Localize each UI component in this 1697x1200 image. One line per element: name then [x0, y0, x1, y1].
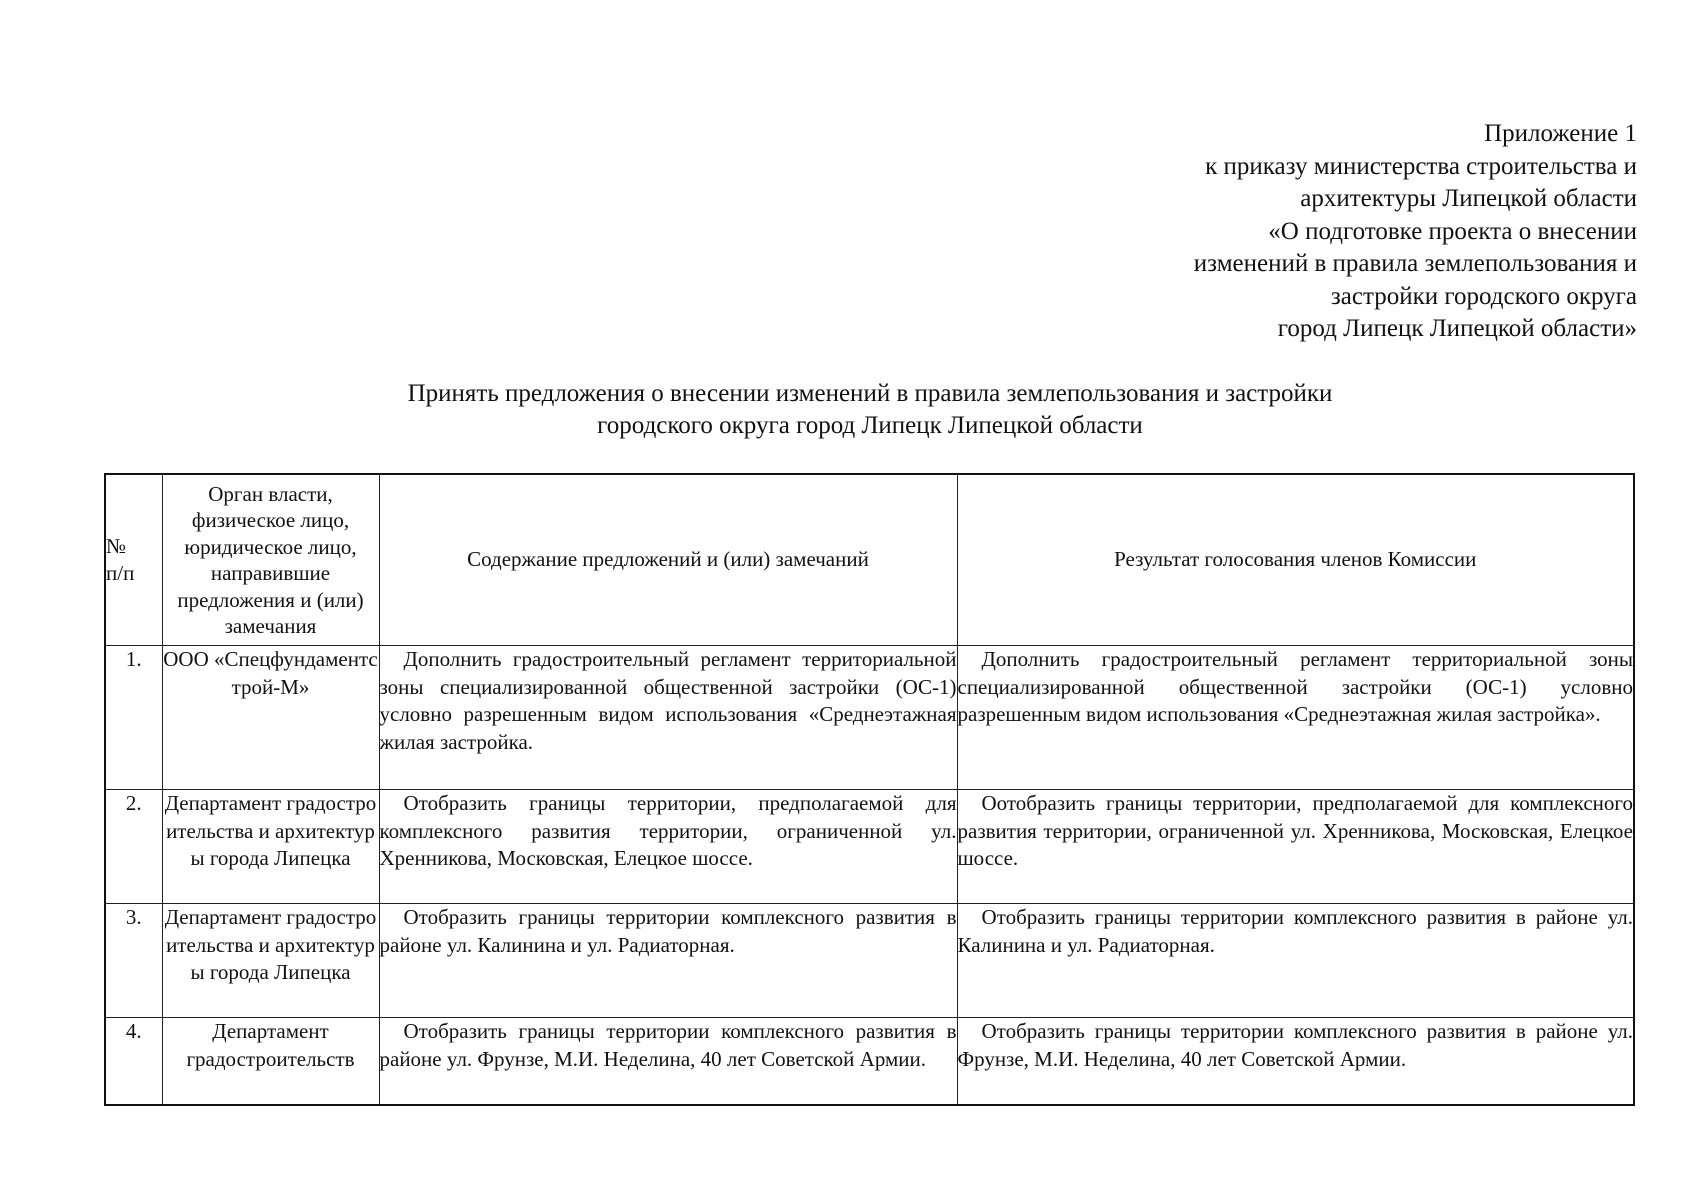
row-number: 1.	[105, 646, 162, 790]
row-organization	[162, 646, 379, 790]
appendix-line: застройки городского округа	[1330, 282, 1637, 310]
appendix-line: к приказу министерства строительства и	[1205, 152, 1637, 180]
row-number: 3.	[105, 904, 162, 1018]
header-number-line2: п/п	[106, 561, 135, 585]
row-number: 4.	[105, 1018, 162, 1106]
header-number	[105, 474, 162, 646]
title-line-2: городского округа город Липецк Липецкой области	[597, 412, 1143, 439]
header-number-line1: №	[106, 533, 127, 558]
row-result: Оотобразить границы территории, предполагаемой для комплексного развития территории, ограниченной ул. Хренникова, Московская, Елецкое шоссе.	[957, 790, 1634, 904]
appendix-line: город Липецк Липецкой области»	[1277, 315, 1637, 342]
table-header-row	[105, 474, 1634, 646]
row-content: Дополнить градостроительный регламент территориальной зоны специализированной общественной застройки (ОС-1) условно разрешенным видом использования «Среднеэтажная жилая застройка.	[379, 646, 957, 790]
row-organization-text: Департамент градостроительства и архитектуры города Липецка	[164, 791, 377, 870]
table-row	[105, 904, 1634, 1018]
row-organization	[162, 1018, 379, 1106]
row-result: Отобразить границы территории комплексного развития в районе ул. Калинина и ул. Радиаторная.	[957, 904, 1634, 1018]
row-content: Отобразить границы территории комплексного развития в районе ул. Калинина и ул. Радиаторная.	[379, 904, 957, 1018]
row-organization	[162, 790, 379, 904]
appendix-line: «О подготовке проекта о внесении	[1268, 217, 1637, 245]
appendix-block	[1194, 118, 1637, 346]
proposals-table	[104, 473, 1635, 1106]
appendix-line: Приложение 1	[1484, 120, 1637, 147]
row-organization	[162, 904, 379, 1018]
row-content: Отобразить границы территории комплексного развития в районе ул. Фрунзе, М.И. Неделина, 40 лет Советской Армии.	[379, 1018, 957, 1106]
header-result: Результат голосования членов Комиссии	[957, 474, 1634, 646]
appendix-line: изменений в правила землепользования и	[1193, 250, 1637, 277]
row-result: Дополнить градостроительный регламент территориальной зоны специализированной общественной застройки (ОС-1) условно разрешенным видом использования «Среднеэтажная жилая застройка».	[957, 646, 1634, 790]
header-content: Содержание предложений и (или) замечаний	[379, 474, 957, 646]
table-row	[105, 790, 1634, 904]
table-row	[105, 646, 1634, 790]
row-result: Отобразить границы территории комплексного развития в районе ул. Фрунзе, М.И. Неделина, 40 лет Советской Армии.	[957, 1018, 1634, 1106]
table-row	[105, 1018, 1634, 1106]
appendix-line: архитектуры Липецкой области	[1300, 185, 1637, 212]
document-title	[0, 378, 1697, 442]
row-organization-text: Департамент градостроительств	[186, 1019, 355, 1071]
header-organization: Орган власти, физическое лицо, юридическое лицо, направившие предложения и (или) замечания	[162, 474, 379, 646]
row-organization-text: Департамент градостроительства и архитектуры города Липецка	[164, 905, 377, 984]
row-organization-text: ООО «Спецфундаментстрой-М»	[163, 647, 378, 699]
row-number: 2.	[105, 790, 162, 904]
row-content: Отобразить границы территории, предполагаемой для комплексного развития территории, ограниченной ул. Хренникова, Московская, Елецкое шоссе.	[379, 790, 957, 904]
title-line-1: Принять предложения о внесении изменений в правила землепользования и застройки	[407, 380, 1333, 407]
